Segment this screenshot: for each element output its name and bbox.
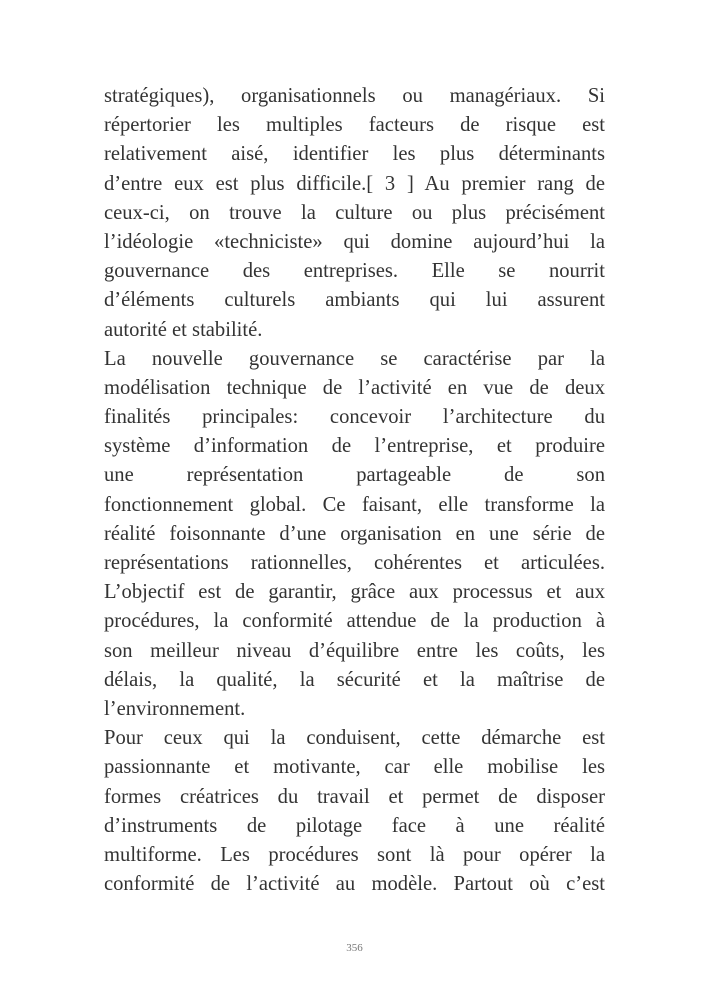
text-line: finalités principales: concevoir l’architecture du <box>104 406 605 429</box>
text-line: stratégiques), organisationnels ou managériaux. Si <box>104 85 605 107</box>
text-line: procédures, la conformité attendue de la production à <box>104 610 605 633</box>
body-text <box>104 82 605 899</box>
text-line: d’instruments de pilotage face à une réalité <box>104 814 605 837</box>
text-line: passionnante et motivante, car elle mobilise les <box>104 756 605 779</box>
text-line: gouvernance des entreprises. Elle se nourrit <box>104 260 605 283</box>
text-line: relativement aisé, identifier les plus déterminants <box>104 143 605 166</box>
text-line: fonctionnement global. Ce faisant, elle transforme la <box>104 493 605 516</box>
text-line: répertorier les multiples facteurs de risque est <box>104 114 605 137</box>
text-line: d’éléments culturels ambiants qui lui assurent <box>104 289 605 312</box>
text-line: l’environnement. <box>104 697 246 720</box>
text-line: modélisation technique de l’activité en vue de deux <box>104 376 605 399</box>
text-line: représentations rationnelles, cohérentes et articulées. <box>104 552 605 574</box>
text-line: L’objectif est de garantir, grâce aux processus et aux <box>104 581 605 604</box>
text-line: formes créatrices du travail et permet de disposer <box>104 785 605 808</box>
text-line: réalité foisonnante d’une organisation en une série de <box>104 522 605 545</box>
text-line: La nouvelle gouvernance se caractérise par la <box>104 347 605 370</box>
text-line: Pour ceux qui la conduisent, cette démarche est <box>104 727 605 750</box>
text-line: système d’information de l’entreprise, et produire <box>104 435 605 458</box>
text-line: autorité et stabilité. <box>104 318 263 341</box>
text-line: une représentation partageable de son <box>104 464 605 487</box>
text-line: conformité de l’activité au modèle. Partout où c’est <box>104 873 605 896</box>
text-line: son meilleur niveau d’équilibre entre les coûts, les <box>104 639 605 662</box>
text-line: l’idéologie «techniciste» qui domine aujourd’hui la <box>104 230 605 253</box>
text-line: délais, la qualité, la sécurité et la maîtrise de <box>104 668 605 691</box>
text-line: ceux-ci, on trouve la culture ou plus précisément <box>104 201 605 224</box>
text-line: multiforme. Les procédures sont là pour opérer la <box>104 843 605 866</box>
text-line: d’entre eux est plus difficile.[ 3 ] Au premier rang de <box>104 172 605 195</box>
page-number: 356 <box>346 942 363 954</box>
